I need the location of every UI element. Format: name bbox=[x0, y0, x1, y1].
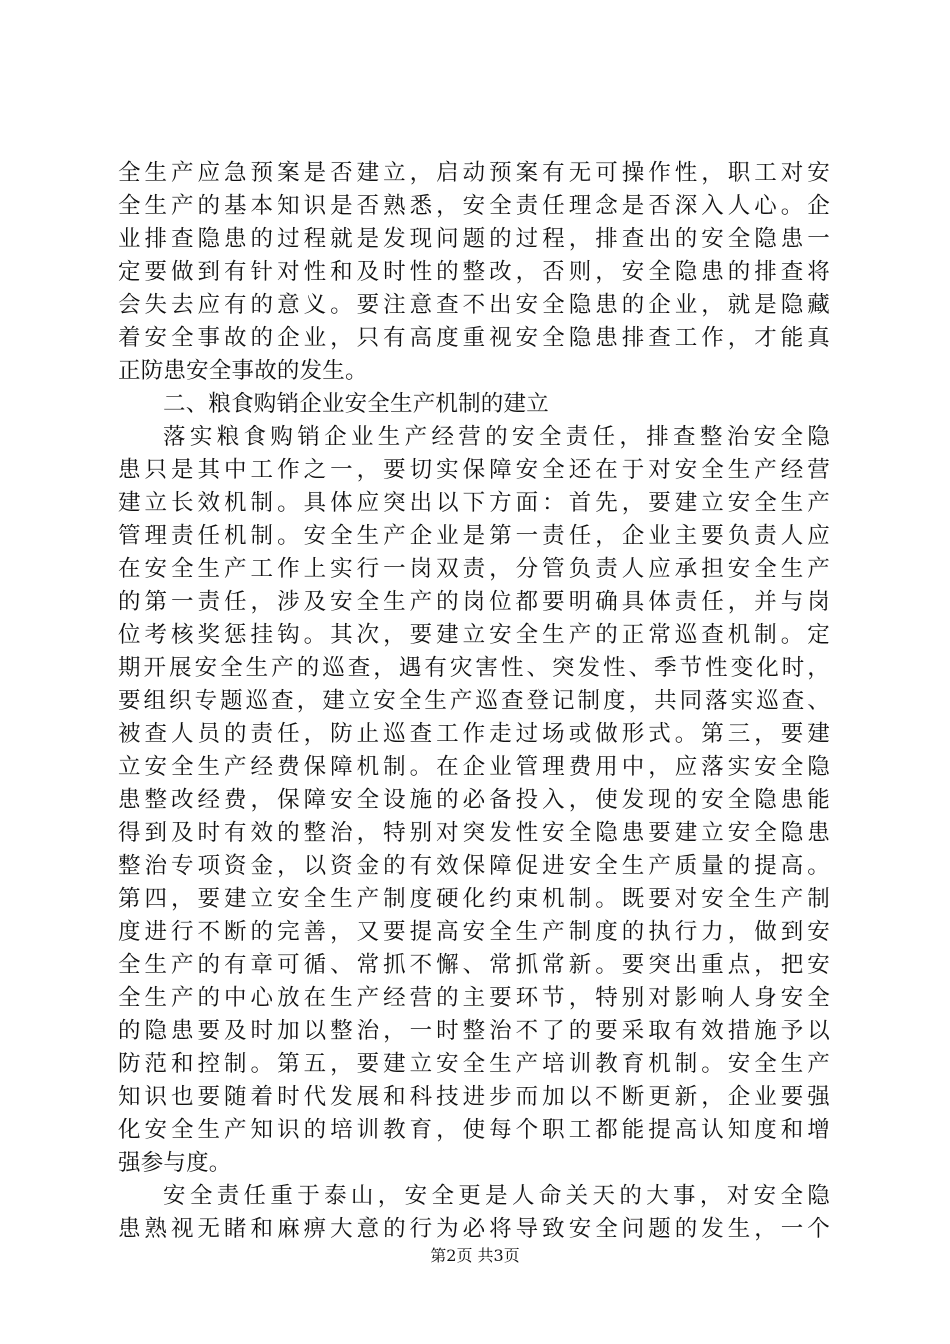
text-line: 全生产的有章可循、常抓不懈、常抓常新。要突出重点，把安 bbox=[118, 952, 830, 978]
text-line: 落实粮食购销企业生产经营的安全责任，排查整治安全隐 bbox=[163, 424, 830, 450]
text-line: 得到及时有效的整治，特别对突发性安全隐患要建立安全隐患 bbox=[118, 820, 830, 846]
text-line: 防范和控制。第五，要建立安全生产培训教育机制。安全生产 bbox=[118, 1051, 830, 1077]
text-line: 被查人员的责任，防止巡查工作走过场或做形式。第三，要建 bbox=[118, 721, 830, 747]
text-line: 管理责任机制。安全生产企业是第一责任，企业主要负责人应 bbox=[118, 523, 830, 549]
text-line: 度进行不断的完善，又要提高安全生产制度的执行力，做到安 bbox=[118, 919, 830, 945]
text-line: 患只是其中工作之一，要切实保障安全还在于对安全生产经营 bbox=[118, 457, 830, 483]
document-body bbox=[118, 157, 830, 1246]
text-line: 业排查隐患的过程就是发现问题的过程，排查出的安全隐患一 bbox=[118, 226, 830, 252]
section-heading: 二、粮食购销企业安全生产机制的建立 bbox=[163, 391, 549, 417]
text-line: 会失去应有的意义。要注意查不出安全隐患的企业，就是隐藏 bbox=[118, 292, 830, 318]
text-line: 患熟视无睹和麻痹大意的行为必将导致安全问题的发生，一个 bbox=[118, 1216, 830, 1242]
text-line: 着安全事故的企业，只有高度重视安全隐患排查工作，才能真 bbox=[118, 325, 830, 351]
text-line: 第四，要建立安全生产制度硬化约束机制。既要对安全生产制 bbox=[118, 886, 830, 912]
text-line: 要组织专题巡查，建立安全生产巡查登记制度，共同落实巡查、 bbox=[118, 688, 830, 714]
text-line: 建立长效机制。具体应突出以下方面：首先，要建立安全生产 bbox=[118, 490, 830, 516]
text-line: 强参与度。 bbox=[118, 1150, 232, 1176]
text-line: 全生产应急预案是否建立，启动预案有无可操作性，职工对安 bbox=[118, 160, 830, 186]
text-line: 全生产的中心放在生产经营的主要环节，特别对影响人身安全 bbox=[118, 985, 830, 1011]
text-line: 的第一责任，涉及安全生产的岗位都要明确具体责任，并与岗 bbox=[118, 589, 830, 615]
text-line: 知识也要随着时代发展和科技进步而加以不断更新，企业要强 bbox=[118, 1084, 830, 1110]
text-line: 患整改经费，保障安全设施的必备投入，使发现的安全隐患能 bbox=[118, 787, 830, 813]
text-line: 期开展安全生产的巡查，遇有灾害性、突发性、季节性变化时， bbox=[118, 655, 830, 681]
page-footer: 第2页 共3页 bbox=[430, 1246, 520, 1265]
text-line: 定要做到有针对性和及时性的整改，否则，安全隐患的排查将 bbox=[118, 259, 830, 285]
text-line: 的隐患要及时加以整治，一时整治不了的要采取有效措施予以 bbox=[118, 1018, 830, 1044]
text-line: 化安全生产知识的培训教育，使每个职工都能提高认知度和增 bbox=[118, 1117, 830, 1143]
text-line: 位考核奖惩挂钩。其次，要建立安全生产的正常巡查机制。定 bbox=[118, 622, 830, 648]
text-line: 全生产的基本知识是否熟悉，安全责任理念是否深入人心。企 bbox=[118, 193, 830, 219]
text-line: 正防患安全事故的发生。 bbox=[118, 358, 368, 384]
text-line: 安全责任重于泰山，安全更是人命关天的大事，对安全隐 bbox=[163, 1183, 830, 1209]
text-line: 整治专项资金，以资金的有效保障促进安全生产质量的提高。 bbox=[118, 853, 830, 879]
text-line: 在安全生产工作上实行一岗双责，分管负责人应承担安全生产 bbox=[118, 556, 830, 582]
text-line: 立安全生产经费保障机制。在企业管理费用中，应落实安全隐 bbox=[118, 754, 830, 780]
